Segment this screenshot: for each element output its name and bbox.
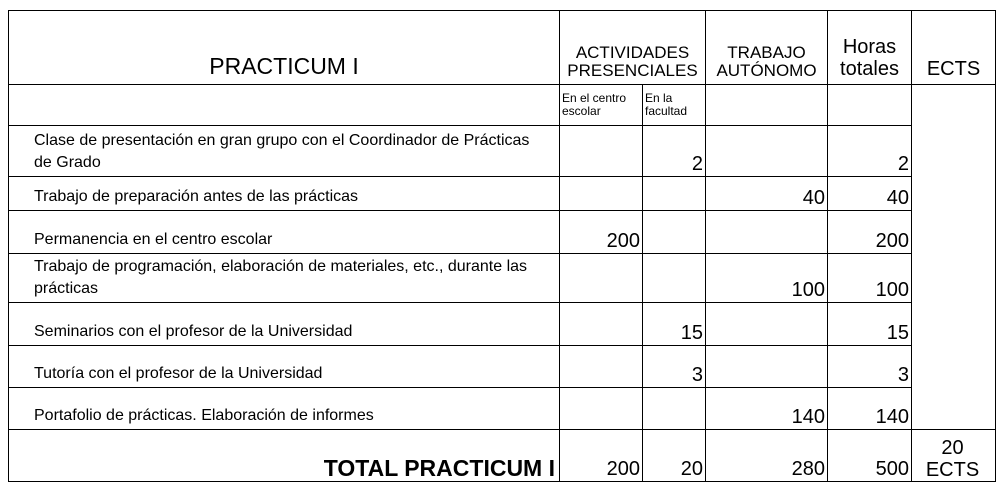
row-facultad: 15 [643,303,706,346]
row-horas: 40 [828,177,912,211]
row-centro [560,177,643,211]
row-activity: Tutoría con el profesor de la Universidad [9,346,560,388]
table-row [9,211,996,254]
row-trabajo: 40 [706,177,828,211]
ects-empty-cell [912,85,996,126]
row-facultad [643,177,706,211]
table-row [9,303,996,346]
table-row [9,254,996,303]
row-horas: 2 [828,126,912,177]
row-horas: 200 [828,211,912,254]
total-ects: 20 ECTS [912,430,996,482]
row-facultad: 3 [643,346,706,388]
row-facultad [643,388,706,430]
row-activity: Seminarios con el profesor de la Universidad [9,303,560,346]
row-trabajo [706,303,828,346]
header-trabajo: TRABAJO AUTÓNOMO [706,11,828,85]
total-horas: 500 [828,430,912,482]
row-centro [560,303,643,346]
row-centro [560,388,643,430]
table-row [9,177,996,211]
row-horas: 15 [828,303,912,346]
row-centro [560,254,643,303]
row-facultad [643,211,706,254]
row-horas: 100 [828,254,912,303]
header-ects: ECTS [912,11,996,85]
row-horas: 140 [828,388,912,430]
total-label: TOTAL PRACTICUM I [9,430,560,482]
row-activity: Trabajo de preparación antes de las prácticas [9,177,560,211]
total-centro: 200 [560,430,643,482]
subheader-centro: En el centro escolar [560,85,643,126]
row-trabajo: 100 [706,254,828,303]
header-row [9,11,996,85]
header-actividades: ACTIVIDADES PRESENCIALES [560,11,706,85]
header-horas: Horas totales [828,11,912,85]
row-trabajo [706,211,828,254]
table-row [9,388,996,430]
row-trabajo: 140 [706,388,828,430]
total-trabajo: 280 [706,430,828,482]
row-trabajo [706,126,828,177]
subheader-row [9,85,996,126]
total-row [9,430,996,482]
total-facultad: 20 [643,430,706,482]
ects-merged-cell [912,126,996,430]
row-activity: Permanencia en el centro escolar [9,211,560,254]
table-title: PRACTICUM I [9,11,560,85]
row-activity: Clase de presentación en gran grupo con el Coordinador de Prácticas de Grado [9,126,560,177]
row-centro: 200 [560,211,643,254]
table-row [9,346,996,388]
table-row [9,126,996,177]
row-centro [560,346,643,388]
row-horas: 3 [828,346,912,388]
subheader-facultad: En la facultad [643,85,706,126]
row-activity: Trabajo de programación, elaboración de materiales, etc., durante las prácticas [9,254,560,303]
row-activity: Portafolio de prácticas. Elaboración de informes [9,388,560,430]
row-facultad [643,254,706,303]
row-facultad: 2 [643,126,706,177]
practicum-table [8,10,996,482]
row-centro [560,126,643,177]
row-trabajo [706,346,828,388]
